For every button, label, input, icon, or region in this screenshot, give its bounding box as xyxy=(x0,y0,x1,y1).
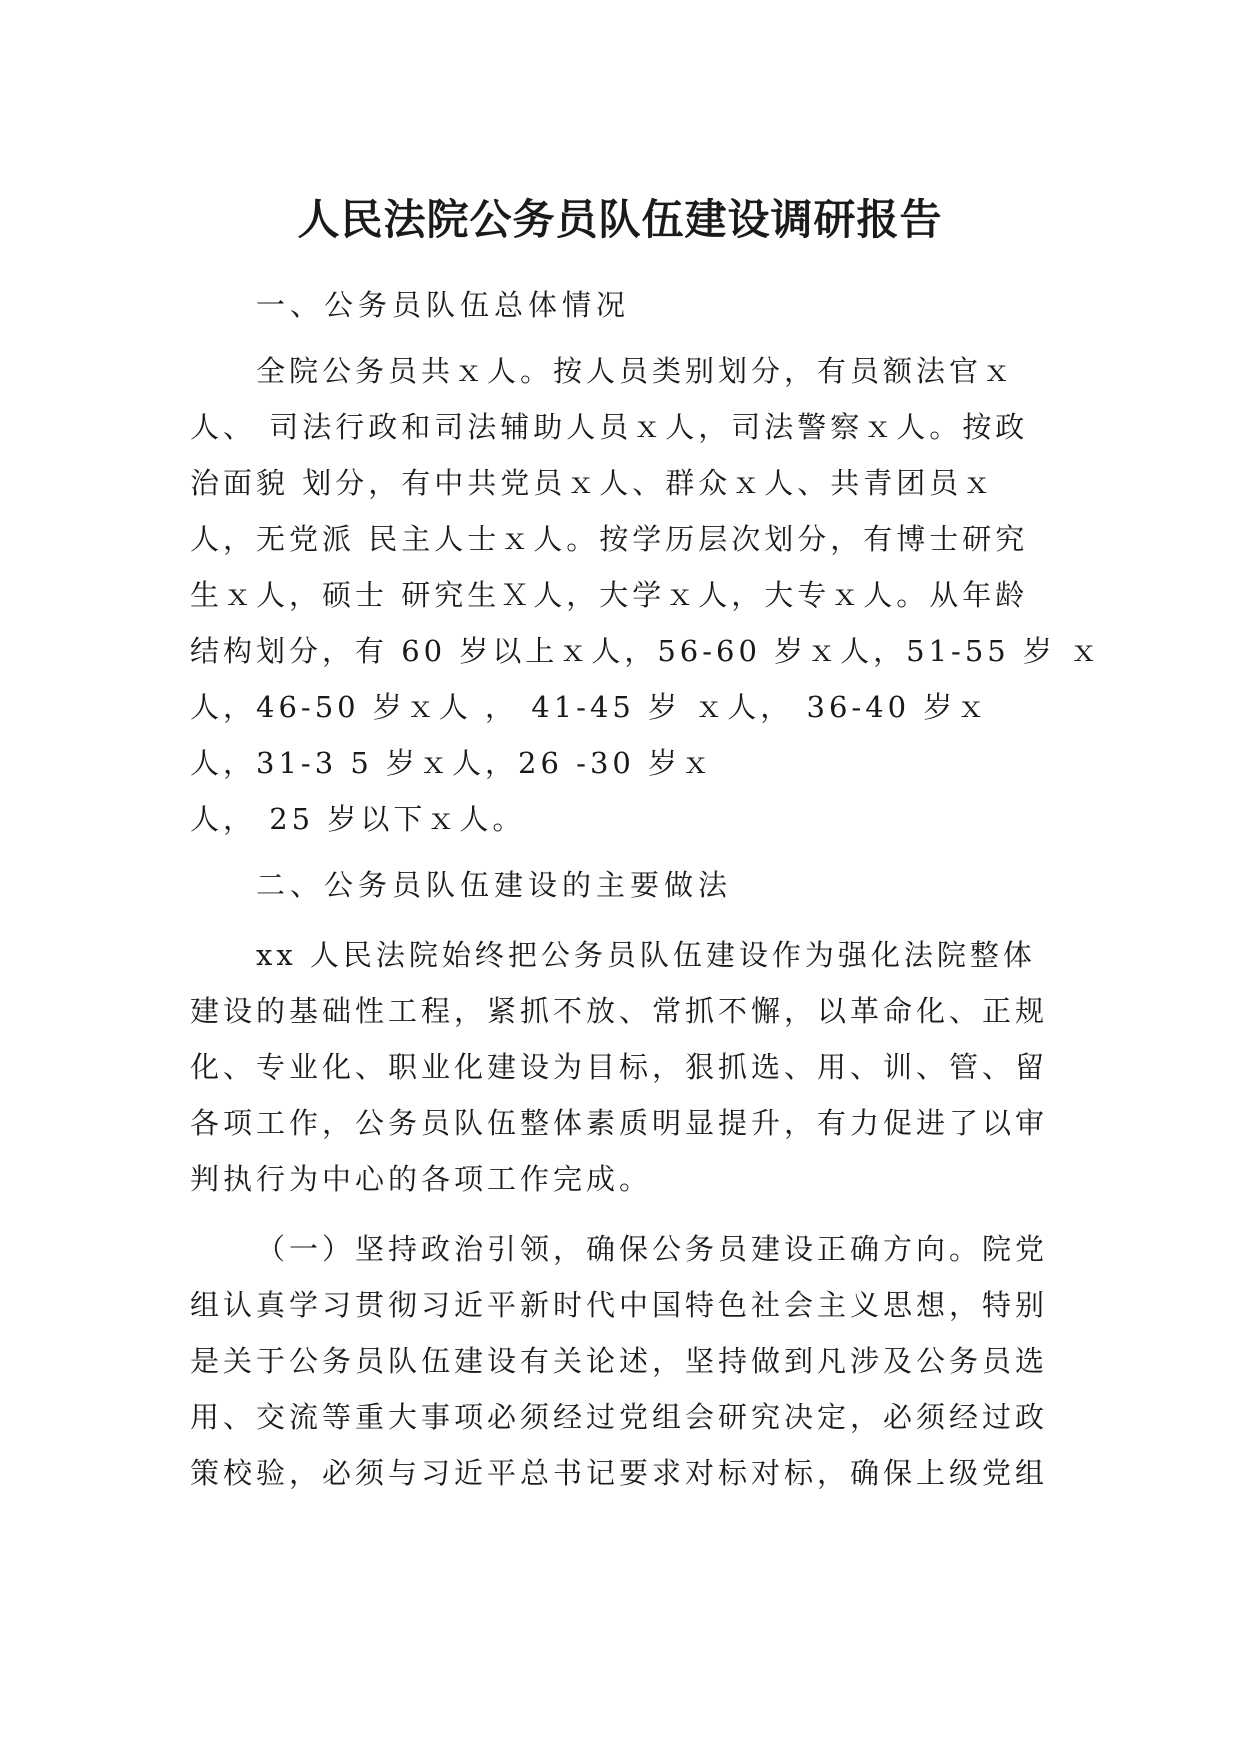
text-line: 化、专业化、职业化建设为目标，狠抓选、用、训、管、留 xyxy=(190,1050,1049,1084)
document-body xyxy=(190,277,1103,1501)
paragraph-political-guidance xyxy=(190,1221,1050,1501)
paragraph-main-practices xyxy=(190,927,1050,1207)
text-line: 人、 司法行政和司法辅助人员ｘ人，司法警察ｘ人。按政 xyxy=(190,410,1029,444)
text-line: 判执行为中心的各项工作完成。 xyxy=(190,1162,653,1196)
text-line: （一）坚持政治引领，确保公务员建设正确方向。院党 xyxy=(256,1232,1049,1266)
text-line: 是关于公务员队伍建设有关论述，坚持做到凡涉及公务员选 xyxy=(190,1344,1049,1378)
text-line: 人，无党派 民主人士ｘ人。按学历层次划分，有博士研究 xyxy=(190,522,1029,556)
text-line: 生ｘ人，硕士 研究生Ｘ人，大学ｘ人，大专ｘ人。从年龄 xyxy=(190,578,1029,612)
section-heading-1: 一、公务员队伍总体情况 xyxy=(256,288,631,322)
section-heading-2: 二、公务员队伍建设的主要做法 xyxy=(256,868,733,902)
text-line: 各项工作，公务员队伍整体素质明显提升，有力促进了以审 xyxy=(190,1106,1049,1140)
text-line: 全院公务员共ｘ人。按人员类别划分，有员额法官ｘ xyxy=(256,354,1016,388)
text-line: 人， 25 岁以下ｘ人。 xyxy=(190,802,526,836)
text-line: 建设的基础性工程，紧抓不放、常抓不懈，以革命化、正规 xyxy=(190,994,1049,1028)
text-line: 组认真学习贯彻习近平新时代中国特色社会主义思想，特别 xyxy=(190,1288,1049,1322)
document-title: 人民法院公务员队伍建设调研报告 xyxy=(297,195,943,244)
text-line: 策校验，必须与习近平总书记要求对标对标，确保上级党组 xyxy=(190,1456,1049,1490)
text-line: 结构划分，有 60 岁以上ｘ人，56-60 岁ｘ人，51-55 岁 ｘ xyxy=(190,634,1103,668)
paragraph-overview xyxy=(190,343,1103,847)
text-line: 人，31-3 5 岁ｘ人，26 -30 岁ｘ xyxy=(190,746,715,780)
text-line: 人，46-50 岁ｘ人 ， 41-45 岁 ｘ人， 36-40 岁ｘ xyxy=(190,690,990,724)
text-line: xx 人民法院始终把公务员队伍建设作为强化法院整体 xyxy=(256,938,1036,972)
text-line: 治面貌 划分，有中共党员ｘ人、群众ｘ人、共青团员ｘ xyxy=(190,466,996,500)
text-line: 用、交流等重大事项必须经过党组会研究决定，必须经过政 xyxy=(190,1400,1049,1434)
